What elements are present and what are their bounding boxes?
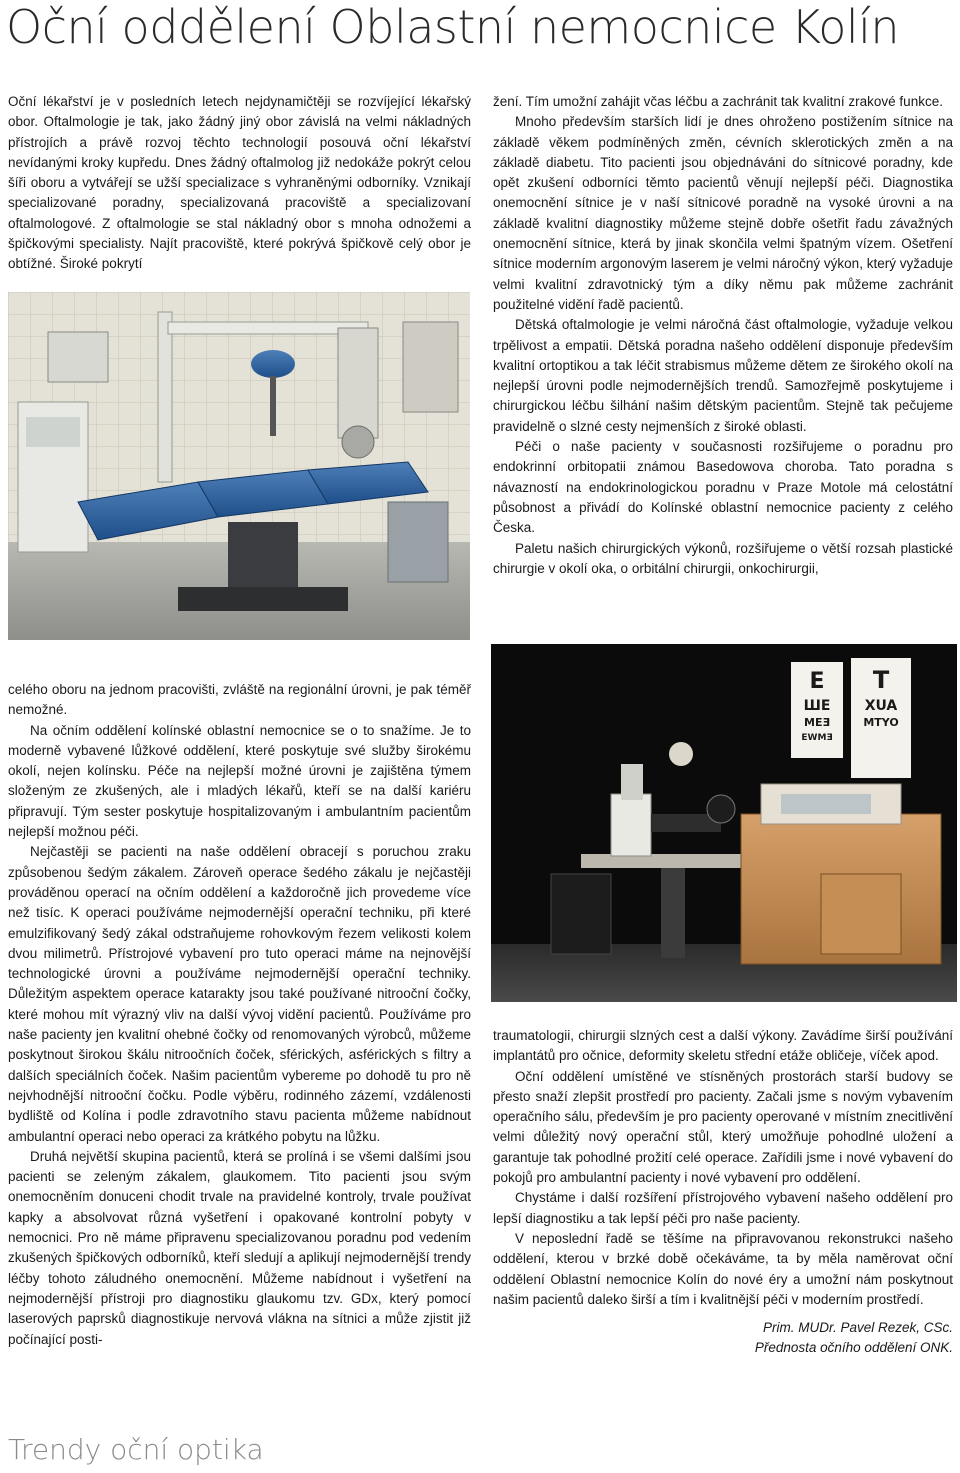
eye-chart-letter: T bbox=[872, 666, 890, 694]
paragraph: traumatologii, chirurgii slzných cest a další výkony. Zavádíme širší používání implantátů pro očnice, deformity skeletu střední etáže obličeje, víček apod. bbox=[493, 1028, 953, 1064]
eye-chart-letter: EWMƎ bbox=[801, 733, 833, 743]
paragraph: žení. Tím umožní zahájit včas léčbu a zachránit tak kvalitní zrakové funkce. bbox=[493, 94, 943, 109]
paragraph: Péči o naše pacienty v současnosti rozšiřujeme o poradnu pro endokrinní orbitopatii známou Basedowova choroba. Tato poradna s návazností na endokrinologickou poradnu v Praze Motole má celostátní působnost a přivádí do Kolínské oblastní nemocnice pacienty z celého Česka. bbox=[493, 439, 953, 536]
page-title: Oční oddělení Oblastní nemocnice Kolín bbox=[6, 0, 900, 54]
operating-room-illustration bbox=[8, 292, 470, 640]
text-column-4 bbox=[493, 1026, 953, 1446]
paragraph: Dětská oftalmologie je velmi náročná část oftalmologie, vyžaduje velkou trpělivost a empatii. Dětská poradna našeho oddělení disponuje především kvalitní ortoptikou a tak léčit strabismus můžeme dětem ze širokého okolí na nejlepší úrovni podle nejmodernějších trendů. Samozřejmě poskytujeme i chirurgickou léčbu šilhání našim dětským pacientům. Stejně tak pečujeme pravidelně o slzné cesty nejmenších z široké oblasti. bbox=[493, 317, 953, 434]
paragraph: Chystáme i další rozšíření přístrojového vybavení našeho oddělení pro lepší diagnostiku a tak lepší péči pro naše pacienty. bbox=[493, 1190, 953, 1226]
paragraph: Oční oddělení umístěné ve stísněných prostorách starší budovy se přesto snaží zlepšit prostředí pro pacienty. Začali jsme s novým vybavením operačního sálu, především je pro pacienty operované v místním znecitlivění velmi důležitý nový operační stůl, který umožňuje pohodlné uložení a garantuje tak pohodlné prožití celé operace. Zařídili jsme i nové vybavení do pokojů pro ambulantní pacienty i nové vybavení pro oddělení. bbox=[493, 1068, 953, 1186]
text-column-2 bbox=[493, 92, 953, 622]
signature-role: Přednosta očního oddělení ONK. bbox=[754, 1340, 953, 1356]
eye-chart-letter: ШE bbox=[803, 698, 831, 714]
examination-room-photo bbox=[491, 644, 957, 1002]
signature-name: Prim. MUDr. Pavel Rezek, CSc. bbox=[762, 1320, 953, 1336]
paragraph: Paletu našich chirurgických výkonů, rozšiřujeme o větší rozsah plastické chirurgie v okolí oka, o orbitální chirurgii, onkochirurgii, bbox=[493, 540, 953, 576]
operating-room-photo bbox=[8, 292, 470, 640]
paragraph: celého oboru na jednom pracovišti, zvláště na regionální úrovni, je pak téměř nemožné. bbox=[8, 682, 471, 718]
text-column-3 bbox=[8, 680, 471, 1400]
eye-chart-letter: MEƎ bbox=[804, 716, 830, 729]
eye-chart-letter: E bbox=[809, 669, 825, 694]
paragraph: Mnoho především starších lidí je dnes ohroženo postižením sítnice na základě věkem podmíněných změn, cévních sklerotických změn a na základě diabetu. Tito pacienti jsou objednáváni do sítnicové poradny, kde opět zkušení odborníci těmto pacientů věnují nejlepší péči. Diagnostika onemocnění sítnice je v naší sítnicové poradně na vysoké úrovni a na základě kvalitní diagnostiky můžeme stejně dobře ošetřit řadu závažných onemocnění sítnice, která by jinak skončila velmi špatným vízem. Ošetření sítnice moderním argonovým laserem je velmi náročný výkon, který vyžaduje velmi kvalitní zdravotnický tým a díky němu pak můžeme zachránit použitelné vidění řadě pacientů. bbox=[493, 114, 953, 312]
examination-room-illustration bbox=[491, 644, 957, 1002]
paragraph: V neposlední řadě se těšíme na připravovanou rekonstrukci našeho oddělení, kterou v brzké době očekáváme, ta by měla naměrovat oční oddělení Oblastní nemocnice Kolín do nové éry a umožní nám poskytnout našim pacientů daleko širší a tím i kvalitnější péči v moderním prostředí. bbox=[493, 1230, 953, 1307]
paragraph: Na očním oddělení kolínské oblastní nemocnice se o to snažíme. Je to moderně vybavené lůžkové oddělení, které poskytuje své služby širokému okolí, nejen kolínsku. Péče na nejlepší možné úrovni je zajištěna týmem složeným ze zkušených, ale i mladých lékařů, kteří se na další kariéru připravují. Tým sester poskytuje hospitalizovaným i ambulantním pacientům nejlepší možnou péči. bbox=[8, 722, 471, 840]
text-column-1 bbox=[8, 92, 471, 292]
eye-chart-letter: XUA bbox=[864, 698, 898, 714]
eye-chart-letter: MTYO bbox=[863, 716, 899, 729]
footer-magazine-title: Trendy oční optika bbox=[8, 1433, 264, 1466]
paragraph: Druhá největší skupina pacientů, která se prolíná i se všemi dalšími jsou pacienti se zeleným zákalem, glaukomem. Tito pacienti jsou svým onemocněním donuceni chodit trvale na pravidelné kontroly, trvale používat kapky a absolvovat různá vyšetření i opakované kontrolní pobyty v nemocnici. Pro ně máme připravenu specializovanou poradnu pod vedením zkušených špičkových odborníků, kteří sledují a aplikují nejmodernější trendy léčby tohoto záludného onemocnění. Můžeme nabídnout i vyšetření na nejmodernější přístroji pro diagnostiku glaukomu tzv. GDx, který pomocí laserových paprsků diagnostikuje nervová vlákna na sítnici a může zjistit již počínající posti- bbox=[8, 1148, 471, 1347]
paragraph: Nejčastěji se pacienti na naše oddělení obracejí s poruchou zraku způsobenou šedým zákalem. Zároveň operace šedého zákalu je nejčastěji prováděnou operací na očním oddělení a každoročně jich provedeme více než tisíc. K operaci používáme nejmodernější operační techniku, při které emulzifikovaný šedý zákal odstraňujeme rohovkovým řezem velikosti kolem dvou milimetrů. Přístrojové vybavení pro tuto operaci máme na nejnovější technologické úrovni a používáme nejmodernější operační techniky. Důležitým aspektem operace katarakty jsou také používané nitrooční čočky, které mohou mít výrazný vliv na další vývoj vidění pacientů. Používáme pro naše pacienty jen kvalitní ohebné čočky od renomovaných výrobců, můžeme poskytnout širokou škálu nitroočních čoček, sférických, asférických s filtry a dalších speciálních čoček. Našim pacientům vybereme po dohodě tu pro ně nejvhodnější nitrooční čočku. Podle výběru, rodinného zázemí, vzdálenosti bydliště od Kolína i podle zdravotního stavu pacienta můžeme nabídnout ambulantní operaci nebo operaci za krátkého pobytu na lůžku. bbox=[8, 844, 471, 1144]
paragraph: Oční lékařství je v posledních letech nejdynamičtěji se rozvíjející lékařský obor. Oftalmologie je tak, jako žádný jiný obor závislá na velmi nákladných přístrojích a právě rozvoj těchto technologií posouvá oční lékařství nevídanými kroky kupředu. Dnes žádný oftalmolog již nedokáže pokrýt celou šíři oboru a vytvářejí se užší specializace s vyhraněnými odborníky. Vznikají specializované poradny, specializovaná pracoviště a specializovaní oftalmologové. Z oftalmologie se stal nákladný obor s mnoha odnožemi a špičkovými specialisty. Najít pracoviště, které pokrývá špičkově celý obor je obtížné. Široké pokrytí bbox=[8, 94, 471, 272]
